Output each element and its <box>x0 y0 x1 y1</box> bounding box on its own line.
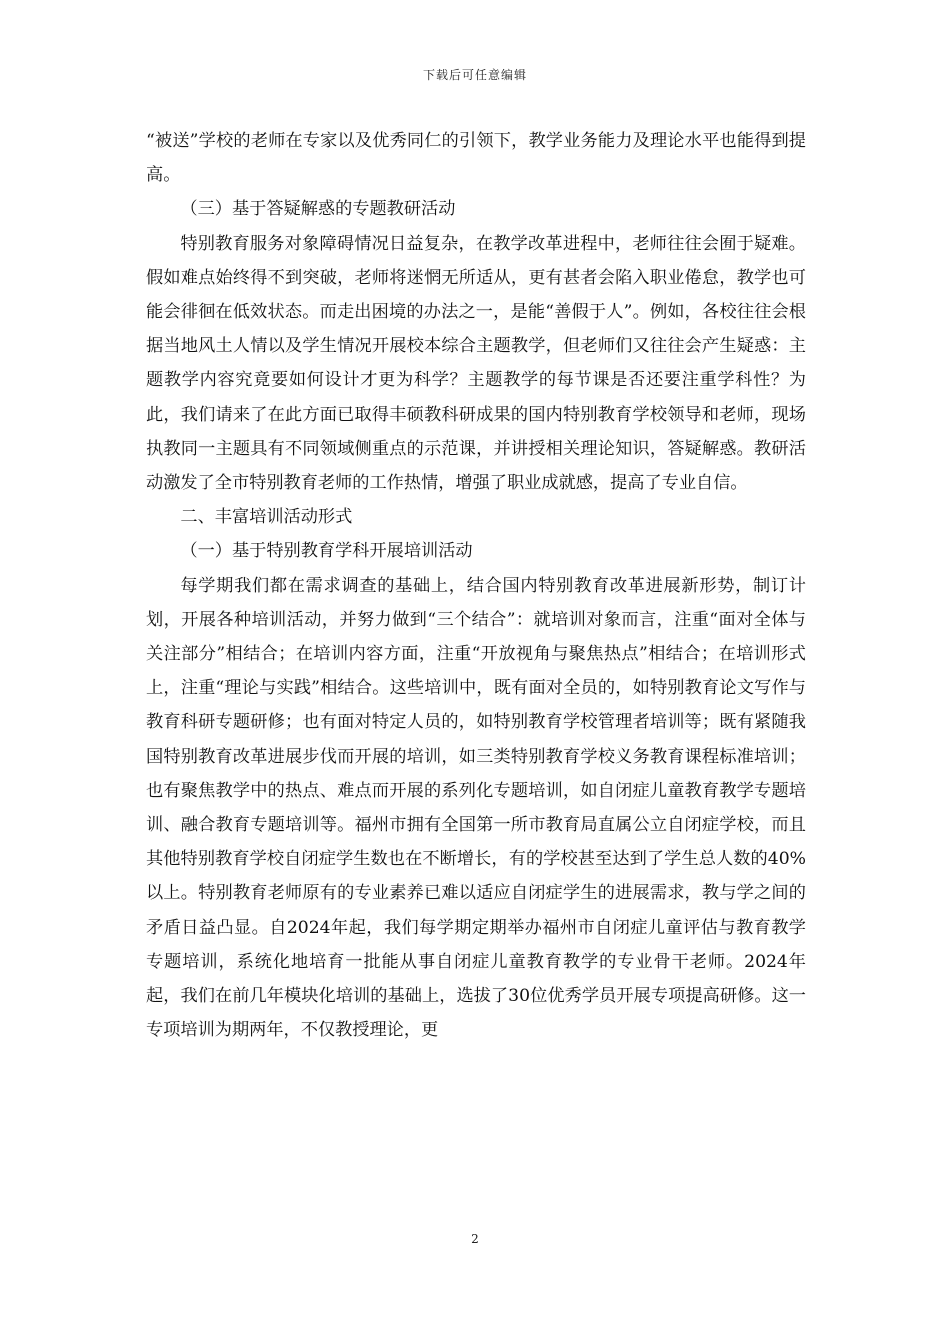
paragraph-qa-research: 特别教育服务对象障碍情况日益复杂，在教学改革进程中，老师往往会囿于疑难。假如难点始终得不到突破，老师将迷惘无所适从，更有甚者会陷入职业倦怠，教学也可能会徘徊在低效状态。而走出困境的办法之一，是能“善假于人”。例如，各校往往会根据当地风土人情以及学生情况开展校本综合主题教学，但老师们又往往会产生疑惑：主题教学内容究竟要如何设计才更为科学？主题教学的每节课是否还要注重学科性？为此，我们请来了在此方面已取得丰硕教科研成果的国内特别教育学校领导和老师，现场执教同一主题具有不同领域侧重点的示范课，并讲授相关理论知识，答疑解惑。教研活动激发了全市特别教育老师的工作热情，增强了职业成就感，提高了专业自信。 <box>146 233 806 494</box>
document-body <box>146 124 806 1047</box>
section-heading-2: 二、丰富培训活动形式 <box>180 507 353 528</box>
paragraph-continuation: “被送”学校的老师在专家以及优秀同仁的引领下，教学业务能力及理论水平也能得到提高。 <box>146 131 806 186</box>
section-heading-1: （一）基于特别教育学科开展培训活动 <box>180 541 473 562</box>
paragraph-training: 每学期我们都在需求调查的基础上，结合国内特别教育改革进展新形势，制订计划，开展各种培训活动，并努力做到“三个结合”：就培训对象而言，注重“面对全体与关注部分”相结合；在培训内容方面，注重“开放视角与聚焦热点”相结合；在培训形式上，注重“理论与实践”相结合。这些培训中，既有面对全员的，如特别教育论文写作与教育科研专题研修；也有面对特定人员的，如特别教育学校管理者培训等；既有紧随我国特别教育改革进展步伐而开展的培训，如三类特别教育学校义务教育课程标准培训；也有聚焦教学中的热点、难点而开展的系列化专题培训，如自闭症儿童教育教学专题培训、融合教育专题培训等。福州市拥有全国第一所市教育局直属公立自闭症学校，而且其他特别教育学校自闭症学生数也在不断增长，有的学校甚至达到了学生总人数的40%以上。特别教育老师原有的专业素养已难以适应自闭症学生的进展需求，教与学之间的矛盾日益凸显。自2024年起，我们每学期定期举办福州市自闭症儿童评估与教育教学专题培训，系统化地培育一批能从事自闭症儿童教育教学的专业骨干老师。2024年起，我们在前几年模块化培训的基础上，选拔了30位优秀学员开展专项提高研修。这一专项培训为期两年，不仅教授理论，更 <box>146 575 806 1041</box>
page-number: 2 <box>471 1232 479 1246</box>
page-header: 下载后可任意编辑 <box>422 68 527 82</box>
section-heading-3: （三）基于答疑解惑的专题教研活动 <box>180 199 456 220</box>
